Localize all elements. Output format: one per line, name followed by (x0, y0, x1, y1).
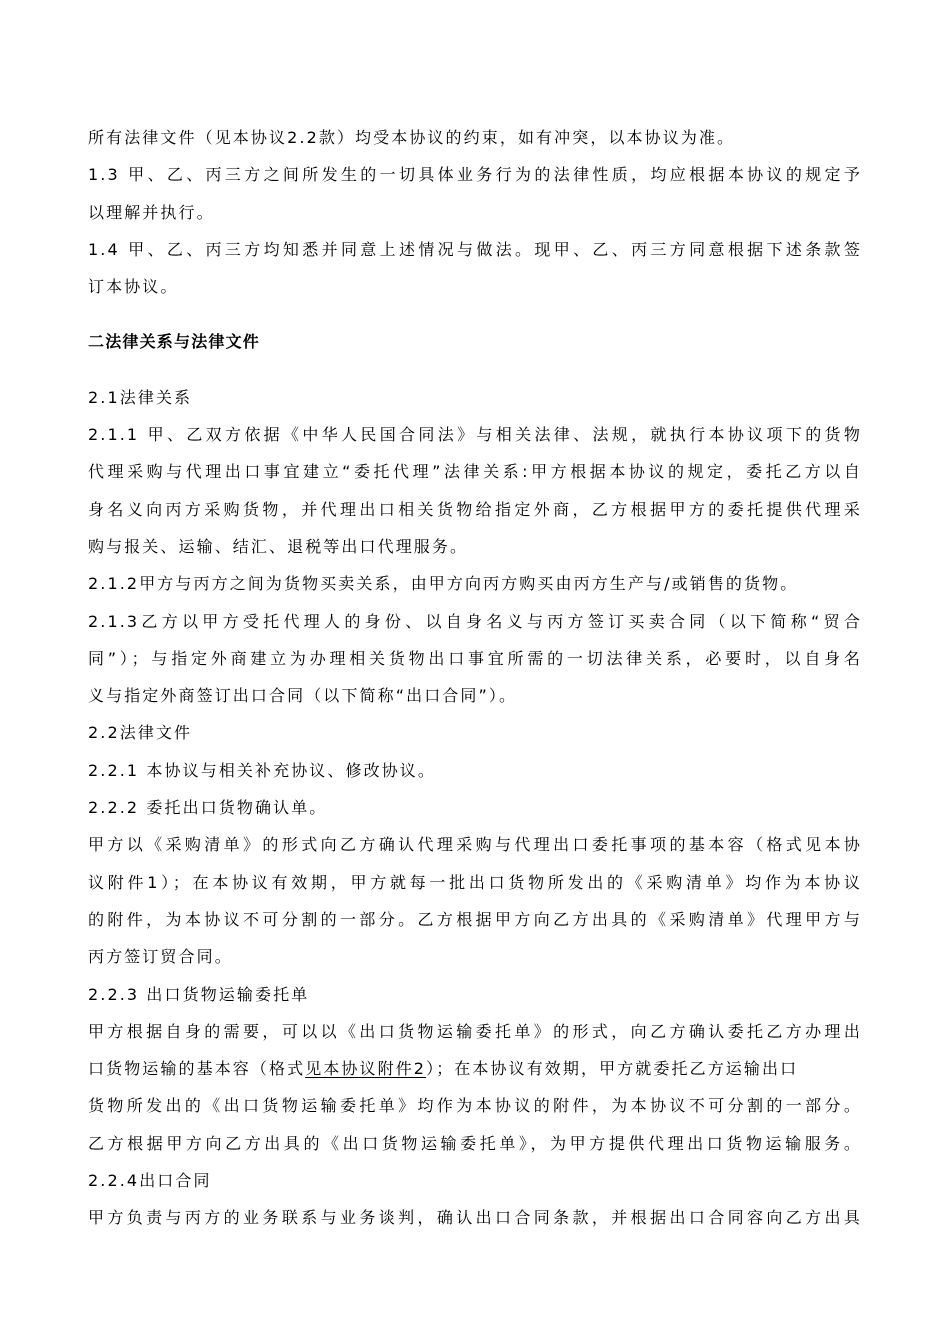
clause-2-1-1-line: 身名义向丙方采购货物，并代理出口相关货物给指定外商，乙方根据甲方的委托提供代理采 (88, 499, 862, 519)
clause-2-2-1-line: 2.2.1 本协议与相关补充协议、修改协议。 (88, 760, 436, 780)
clause-2-2-4-line: 甲方负责与丙方的业务联系与业务谈判，确认出口合同条款，并根据出口合同容向乙方出具 (88, 1208, 862, 1228)
clause-2-2-3-line: 乙方根据甲方向乙方出具的《出口货物运输委托单》，为甲方提供代理出口货物运输服务。 (88, 1133, 862, 1153)
clause-2-1-2-line: 2.1.2甲方与丙方之间为货物买卖关系，由甲方向丙方购买由丙方生产与/或销售的货物。 (88, 574, 799, 594)
clause-2-2-3-line: 货物所发出的《出口货物运输委托单》均作为本协议的附件，为本协议不可分割的一部分。 (88, 1096, 862, 1116)
clause-1-3-line: 1.3 甲、乙、丙三方之间所发生的一切具体业务行为的法律性质，均应根据本协议的规定予 (88, 165, 862, 185)
clause-2-2-3-title: 2.2.3 出口货物运输委托单 (88, 984, 310, 1004)
clause-2-2-3-line: 甲方根据自身的需要，可以以《出口货物运输委托单》的形式，向乙方确认委托乙方办理出 (88, 1021, 862, 1041)
line-segment: ）；在本协议有效期，甲方就委托乙方运输出口 (426, 1059, 799, 1079)
line-segment: 口货物运输的基本容（格式 (88, 1059, 306, 1079)
clause-2-1-3-line: 义与指定外商签订出口合同（以下简称“出口合同”）。 (88, 686, 518, 706)
section-heading: 二法律关系与法律文件 (88, 332, 261, 352)
clause-2-2-4-title: 2.2.4出口合同 (88, 1171, 212, 1191)
clause-1-3-line: 以理解并执行。 (88, 202, 215, 222)
clause-2-2-2-line: 甲方以《采购清单》的形式向乙方确认代理采购与代理出口委托事项的基本容（格式见本协 (88, 835, 862, 855)
clause-2-1-1-line: 购与报关、运输、结汇、退税等出口代理服务。 (88, 536, 469, 556)
clause-2-2-2-line: 议附件1）；在本协议有效期，甲方就每一批出口货物所发出的《采购清单》均作为本协议 (88, 872, 862, 892)
document-body (88, 119, 862, 1237)
paragraph-line: 所有法律文件（见本协议2.2款）均受本协议的约束，如有冲突，以本协议为准。 (88, 128, 736, 147)
clause-2-2-2-title: 2.2.2 委托出口货物确认单。 (88, 798, 328, 818)
attachment-reference-link: 见本协议附件2 (305, 1059, 427, 1079)
clause-2-1-3-line: 2.1.3乙方以甲方受托代理人的身份、以自身名义与丙方签订买卖合同（以下简称“贸合 (88, 611, 862, 631)
clause-1-4-line: 订本协议。 (88, 277, 179, 297)
clause-2-1-3-line: 同”）；与指定外商建立为办理相关货物出口事宜所需的一切法律关系，必要时，以自身名 (88, 648, 862, 668)
subsection-title: 2.2法律文件 (88, 723, 193, 743)
clause-2-2-2-line: 的附件，为本协议不可分割的一部分。乙方根据甲方向乙方出具的《采购清单》代理甲方与 (88, 909, 862, 929)
clause-2-2-2-line: 丙方签订贸合同。 (88, 947, 233, 967)
clause-2-1-1-line: 2.1.1 甲、乙双方依据《中华人民国合同法》与相关法律、法规，就执行本协议项下的货物 (88, 425, 862, 445)
clause-1-4-line: 1.4 甲、乙、丙三方均知悉并同意上述情况与做法。现甲、乙、丙三方同意根据下述条款签 (88, 239, 862, 259)
subsection-title: 2.1法律关系 (88, 387, 193, 407)
clause-2-2-3-line (88, 1050, 862, 1087)
clause-2-1-1-line: 代理采购与代理出口事宜建立“委托代理”法律关系:甲方根据本协议的规定，委托乙方以自 (88, 462, 862, 482)
